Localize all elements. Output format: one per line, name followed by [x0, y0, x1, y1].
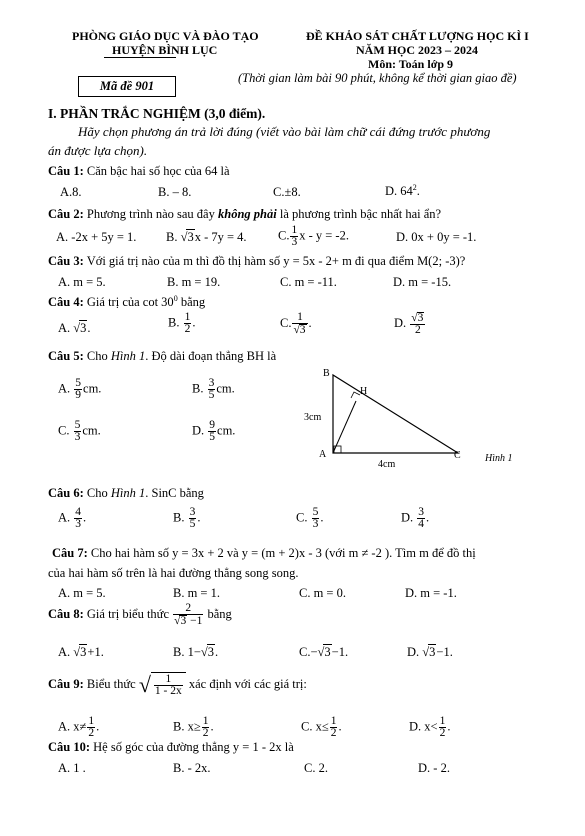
q2-option-a: A. -2x + 5y = 1.	[56, 230, 137, 244]
q9-option-a: A. x≠ $\frac{1}{2}$ .	[58, 715, 100, 739]
exam-title: ĐỀ KHẢO SÁT CHẤT LƯỢNG HỌC KÌ I	[306, 29, 529, 43]
q5-option-b: B. $\frac{3}{5}$ cm.	[192, 377, 235, 401]
q5-option-c: C. $\frac{5}{3}$ cm.	[58, 419, 101, 443]
altitude-ah	[333, 401, 356, 453]
q7-option-c: C. m = 0.	[299, 586, 346, 600]
question-1	[48, 164, 230, 179]
q10-option-a: A. 1 .	[58, 761, 86, 775]
instruction-line2: án được lựa chọn).	[48, 143, 148, 158]
school-year: NĂM HỌC 2023 – 2024	[356, 43, 478, 57]
triangle-abc	[333, 375, 458, 453]
q1-option-c: C.±8.	[273, 185, 301, 199]
district-name: HUYỆN BÌNH LỤC	[112, 43, 218, 57]
q6-option-b: B. $\frac{3}{5}$ .	[173, 506, 201, 530]
label-b: B	[323, 368, 330, 379]
question-4: Câu 4: Giá trị của $\cot 30^0$ bằng	[48, 294, 206, 310]
q4-option-b: B. $\frac{1}{2}$ .	[168, 311, 196, 335]
label-h: H	[360, 386, 368, 397]
q4-option-c: C. $\frac{1}{√3}$ .	[280, 311, 312, 336]
time-note: (Thời gian làm bài 90 phút, không kể thời gian giao đề)	[238, 71, 517, 85]
q6-option-d: D. $\frac{3}{4}$ .	[401, 506, 430, 530]
radical-expression: √ $\frac{1}{1 - 2x}$	[139, 672, 186, 698]
question-10: Câu 10: Hệ số góc của đường thẳng y = 1 - 2x là	[48, 740, 294, 754]
question-5: Câu 5: Cho Hình 1. Độ dài đoạn thẳng BH là	[48, 349, 277, 363]
q8-option-c: C.−√3−1.	[299, 645, 349, 659]
q8-option-a: A. √3+1.	[58, 645, 104, 659]
question-9: Câu 9: Biểu thức √ $\frac{1}{1 - 2x}$ xác định với các giá trị:	[48, 672, 307, 697]
q2-option-c: C. $\frac{1}{3}$ x - y = -2.	[278, 224, 349, 248]
emphasis-text: không phải	[218, 207, 277, 221]
question-8: Câu 8: Giá trị biểu thức $\frac{2}{√3 -1}$ bằng	[48, 602, 232, 627]
q2-option-b: B. √3x - 7y = 4.	[166, 230, 247, 244]
header-underline-left	[104, 57, 176, 58]
q3-option-b: B. m = 19.	[167, 275, 221, 289]
q3-option-a: A. m = 5.	[58, 275, 106, 289]
q5-option-a: A. $\frac{5}{9}$ cm.	[58, 377, 102, 401]
q1-option-b: B. – 8.	[158, 185, 192, 199]
triangle-figure	[300, 366, 530, 474]
q1-option-d: D. $64^2$.	[385, 183, 420, 199]
question-6: Câu 6: Cho Hình 1. SinC bằng	[48, 486, 204, 500]
q9-option-c: C. x≤ $\frac{1}{2}$ .	[301, 715, 342, 739]
q7-option-b: B. m = 1.	[173, 586, 220, 600]
q6-option-a: A. $\frac{4}{3}$ .	[58, 506, 87, 530]
exam-code-box: Mã đề 901	[78, 76, 176, 97]
q10-option-b: B. - 2x.	[173, 761, 211, 775]
q9-option-d: D. x< $\frac{1}{2}$ .	[409, 715, 451, 739]
label-ac-length: 4cm	[378, 459, 396, 470]
question-3: Câu 3: Với giá trị nào của m thì đồ thị hàm số y = 5x - 2+ m đi qua điểm M(2; -3)?	[48, 254, 466, 268]
question-7: Câu 7: Cho hai hàm số y = 3x + 2 và y = (m + 2)x - 3 (với m ≠ -2 ). Tìm m để đồ thị	[52, 546, 476, 560]
instruction-line1: Hãy chọn phương án trả lời đúng (viết vào bài làm chữ cái đứng trước phương	[78, 124, 491, 139]
figure-caption: Hình 1	[485, 453, 513, 464]
q9-option-b: B. x≥ $\frac{1}{2}$ .	[173, 715, 214, 739]
question-label: Câu 1:	[48, 164, 84, 178]
label-ab-length: 3cm	[304, 412, 322, 423]
department-name: PHÒNG GIÁO DỤC VÀ ĐÀO TẠO	[72, 29, 259, 43]
q4-option-a: A. √3.	[58, 321, 91, 335]
q1-option-a: A.8.	[60, 185, 82, 199]
q8-option-d: D. √3−1.	[407, 645, 453, 659]
q10-option-c: C. 2.	[304, 761, 328, 775]
q6-option-c: C. $\frac{5}{3}$ .	[296, 506, 324, 530]
question-7-line2: của hai hàm số trên là hai đường thẳng song song.	[48, 566, 299, 580]
question-text: Căn bậc hai số học của 64 là	[86, 164, 230, 178]
subject: Môn: Toán lớp 9	[368, 57, 454, 71]
q3-option-c: C. m = -11.	[280, 275, 337, 289]
right-angle-h	[351, 392, 360, 398]
q10-option-d: D. - 2.	[418, 761, 450, 775]
label-a: A	[319, 449, 327, 460]
q8-option-b: B. 1−√3.	[173, 645, 219, 659]
q2-option-d: D. 0x + 0y = -1.	[396, 230, 477, 244]
q7-option-d: D. m = -1.	[405, 586, 457, 600]
q4-option-d: D. $\frac{√3}{2}$	[394, 312, 424, 336]
question-2: Câu 2: Phương trình nào sau đây không phải là phương trình bậc nhất hai ẩn?	[48, 207, 442, 221]
q7-option-a: A. m = 5.	[58, 586, 106, 600]
section-title: I. PHẦN TRẮC NGHIỆM (3,0 điểm).	[48, 106, 266, 121]
q5-option-d: D. $\frac{9}{5}$ cm.	[192, 419, 236, 443]
q3-option-d: D. m = -15.	[393, 275, 452, 289]
label-c: C	[454, 450, 461, 461]
